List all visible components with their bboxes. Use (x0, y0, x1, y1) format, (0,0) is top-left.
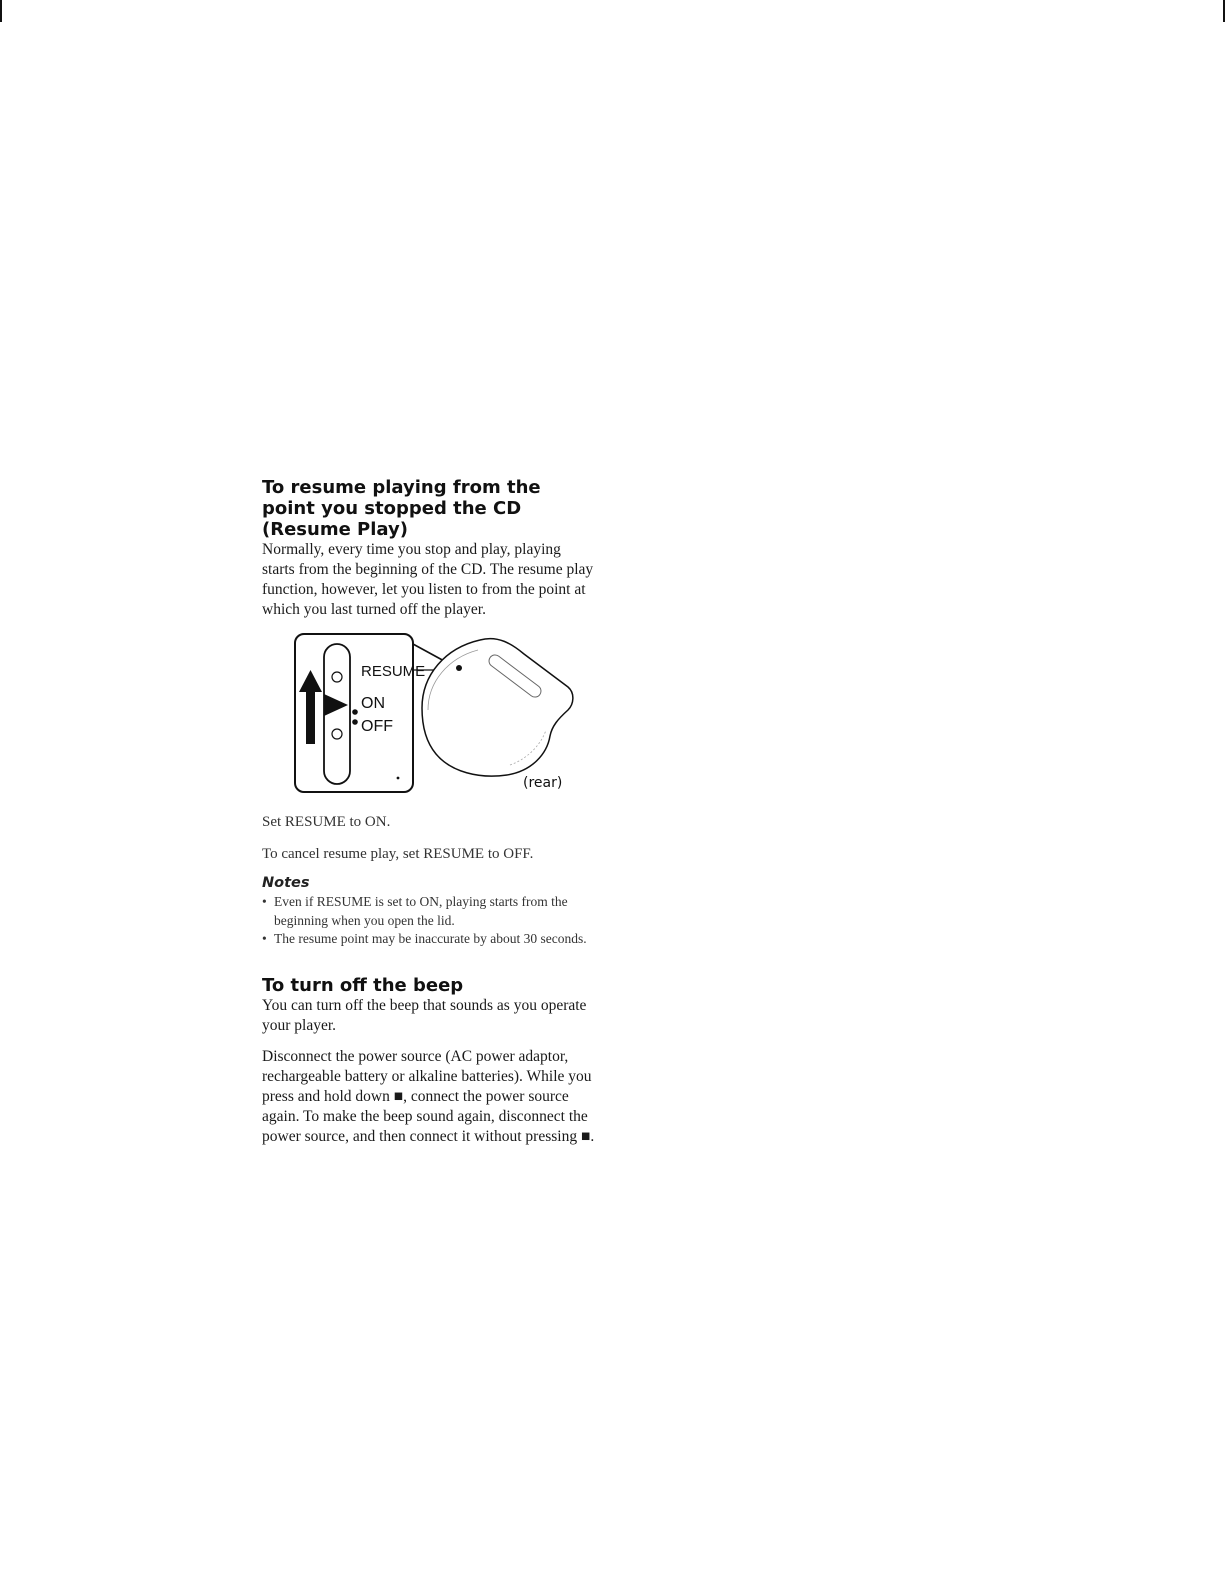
resume-label: RESUME (361, 663, 426, 680)
beep-off-intro: You can turn off the beep that sounds as you operate your player. (262, 996, 587, 1034)
resume-switch-diagram (262, 630, 597, 800)
resume-switch-illustration (262, 630, 597, 800)
switch-location-dot (456, 665, 462, 671)
small-mark (397, 777, 400, 780)
cancel-resume-instruction: To cancel resume play, set RESUME to OFF. (262, 846, 534, 862)
off-dot-icon (352, 719, 358, 725)
beep-off-heading: To turn off the beep (262, 974, 464, 996)
beep-off-steps: Disconnect the power source (AC power adaptor, rechargeable battery or alkaline batteries). While you press and hold down ■, connect the power source again. To make the beep sound again, disconnect the power source, and then connect it without pressing ■. (262, 1047, 595, 1145)
note-item: • Even if RESUME is set to ON, playing starts from the beginning when you open the lid. (262, 893, 597, 930)
note-item: • The resume point may be inaccurate by about 30 seconds. (262, 930, 597, 949)
rear-label: (rear) (523, 775, 563, 791)
resume-play-heading: To resume playing from the point you stopped the CD (Resume Play) (262, 477, 541, 540)
up-arrow-shaft (306, 690, 315, 744)
notes-list (262, 893, 597, 949)
content-column (262, 477, 597, 1147)
notes-title: Notes (262, 875, 310, 891)
cd-player-rear-icon (422, 639, 573, 777)
resume-play-intro: Normally, every time you stop and play, playing starts from the beginning of the CD. The resume play function, however, let you listen to from the point at which you last turned off the player. (262, 541, 594, 618)
scan-edge-mark-left (0, 0, 2, 22)
set-resume-on-instruction: Set RESUME to ON. (262, 814, 391, 830)
on-label: ON (361, 695, 385, 712)
off-label: OFF (361, 718, 393, 735)
on-dot-icon (352, 709, 358, 715)
